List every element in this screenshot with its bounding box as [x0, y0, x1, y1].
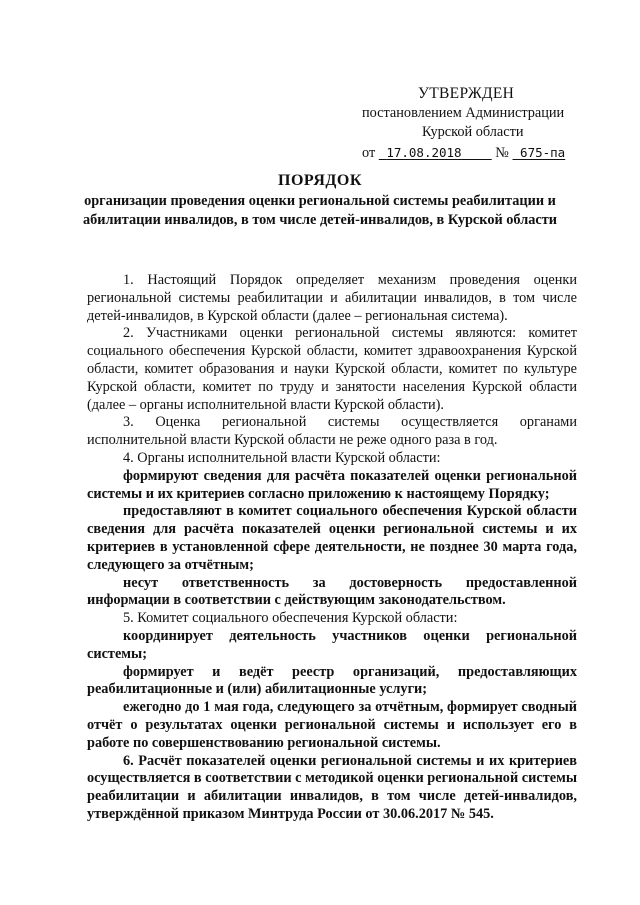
approval-number: 675-па	[520, 144, 566, 160]
paragraph-4: 4. Органы исполнительной власти Курской области:	[123, 449, 441, 466]
date-prefix: от	[362, 144, 376, 161]
number-prefix: №	[495, 144, 509, 161]
paragraph-5-item-1: координирует деятельность участников оценки региональной системы;	[87, 627, 577, 662]
paragraph-4-item-2: предоставляют в комитет социального обеспечения Курской области сведения для расчёта показателей оценки региональной системы и их критериев в установленной сфере деятельности, не позднее 30 марта года, следующего за отчётным;	[87, 503, 577, 573]
paragraph-2: 2. Участниками оценки региональной системы являются: комитет социального обеспечения Курской области, комитет здравоохранения Курской области, комитет образования и науки Курской области, комитет по культуре Курской области, комитет по труду и занятости населения Курской области (далее – органы исполнительной власти Курской области).	[87, 325, 577, 413]
approval-line-2: Курской области	[422, 124, 524, 140]
title-main: ПОРЯДОК	[278, 172, 362, 189]
paragraph-4-item-1: формируют сведения для расчёта показателей оценки региональной системы и их критериев согласно приложению к настоящему Порядку;	[87, 467, 577, 502]
approval-date: 17.08.2018	[386, 144, 462, 160]
paragraph-4-item-3: несут ответственность за достоверность предоставленной информации в соответствии с действующим законодательством.	[87, 574, 577, 609]
paragraph-6: 6. Расчёт показателей оценки региональной системы и их критериев осуществляется в соответствии с методикой оценки региональной системы реабилитации и абилитации инвалидов, в том числе детей-инвалидов, утверждённой приказом Минтруда России от 30.06.2017 № 545.	[87, 752, 577, 822]
document-title	[60, 171, 580, 230]
approval-line-1: постановлением Администрации	[362, 104, 565, 121]
paragraph-5-item-3: ежегодно до 1 мая года, следующего за отчётным, формирует сводный отчёт о результатах оценки региональной системы и использует его в работе по совершенствованию региональной системы.	[87, 699, 577, 751]
approval-date-line	[362, 143, 602, 164]
document-body	[87, 272, 577, 824]
title-subtitle: организации проведения оценки региональной системы реабилитации и абилитации инвалидов, в том числе детей-инвалидов, в Курской области	[83, 193, 557, 228]
approval-heading: УТВЕРЖДЕН	[418, 85, 515, 102]
paragraph-3: 3. Оценка региональной системы осуществляется органами исполнительной власти Курской области не реже одного раза в год.	[87, 414, 577, 449]
paragraph-5-item-2: формирует и ведёт реестр организаций, предоставляющих реабилитационные и (или) абилитационные услуги;	[87, 663, 577, 698]
paragraph-1: 1. Настоящий Порядок определяет механизм проведения оценки региональной системы реабилитации и абилитации инвалидов, в том числе детей-инвалидов, в Курской области (далее – региональная система).	[87, 272, 577, 324]
paragraph-5: 5. Комитет социального обеспечения Курской области:	[123, 610, 458, 627]
approval-stamp	[362, 84, 602, 163]
